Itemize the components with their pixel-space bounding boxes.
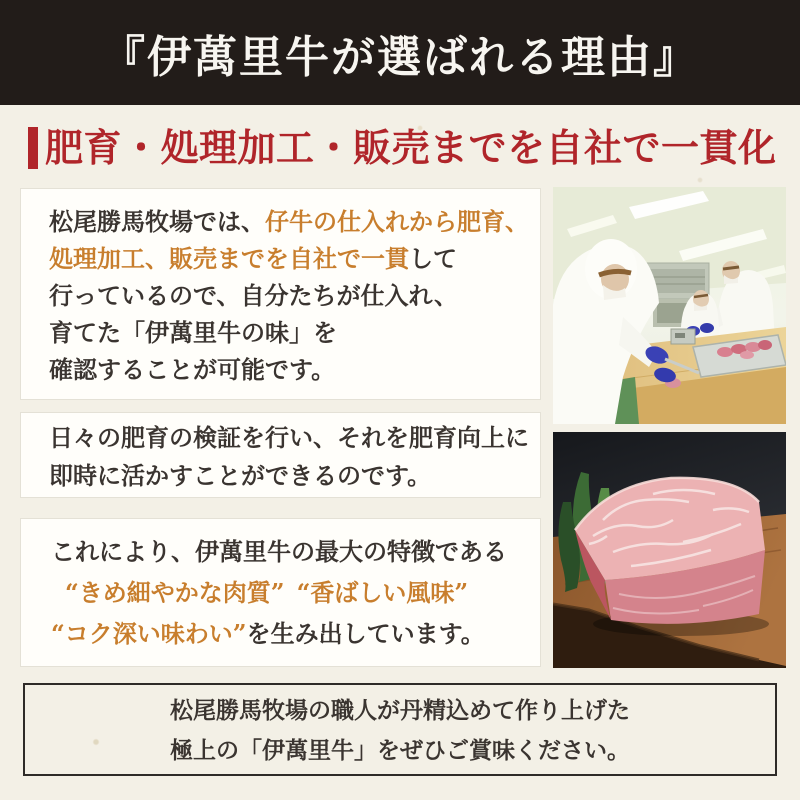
features-line3-normal: を生み出しています。 [246, 619, 485, 648]
heading-accent-bar [28, 127, 38, 169]
text-line: 育てた「伊萬里牛の味」を [49, 318, 337, 347]
intro-line1-normal: 松尾勝馬牧場では、 [49, 207, 265, 236]
footer-note-box [23, 683, 777, 776]
scale [671, 329, 695, 344]
page-title: 『伊萬里牛が選ばれる理由』 [101, 31, 699, 83]
feature-quote-aroma: “香ばしい風味” [296, 578, 469, 607]
text-line: 即時に活かすことができるのです。 [49, 461, 432, 490]
section-heading-text: 肥育・処理加工・販売までを自社で一貫化 [45, 125, 777, 170]
text-line: 松尾勝馬牧場の職人が丹精込めて作り上げた [170, 697, 630, 724]
feature-quote-flavor: “コク深い味わい” [51, 619, 247, 648]
page-header [0, 0, 800, 105]
text-line [65, 572, 530, 613]
text-line [51, 613, 530, 654]
intro-line1-emphasis: 仔牛の仕入れから肥育、 [265, 207, 529, 236]
text-line: 行っているので、自分たちが仕入れ、 [49, 281, 458, 310]
text-line: これにより、伊萬里牛の最大の特徴である [51, 537, 507, 566]
intro-line2-emphasis: 処理加工、販売までを自社で一貫 [49, 244, 409, 273]
text-line: 日々の肥育の検証を行い、それを肥育向上に [49, 423, 529, 452]
intro-text-box [20, 188, 541, 400]
verification-text-box [20, 412, 541, 498]
wagyu-beef-photo [553, 432, 786, 668]
section-heading [28, 126, 777, 170]
meat-processing-photo [553, 187, 786, 424]
features-text-box [20, 518, 541, 667]
intro-line2-normal: して [409, 244, 457, 273]
text-line: 極上の「伊萬里牛」をぜひご賞味ください。 [170, 737, 630, 764]
text-line: 確認することが可能です。 [49, 355, 336, 384]
text-line [49, 240, 530, 277]
feature-quote-texture: “きめ細やかな肉質” [65, 578, 285, 607]
text-line [49, 203, 530, 240]
